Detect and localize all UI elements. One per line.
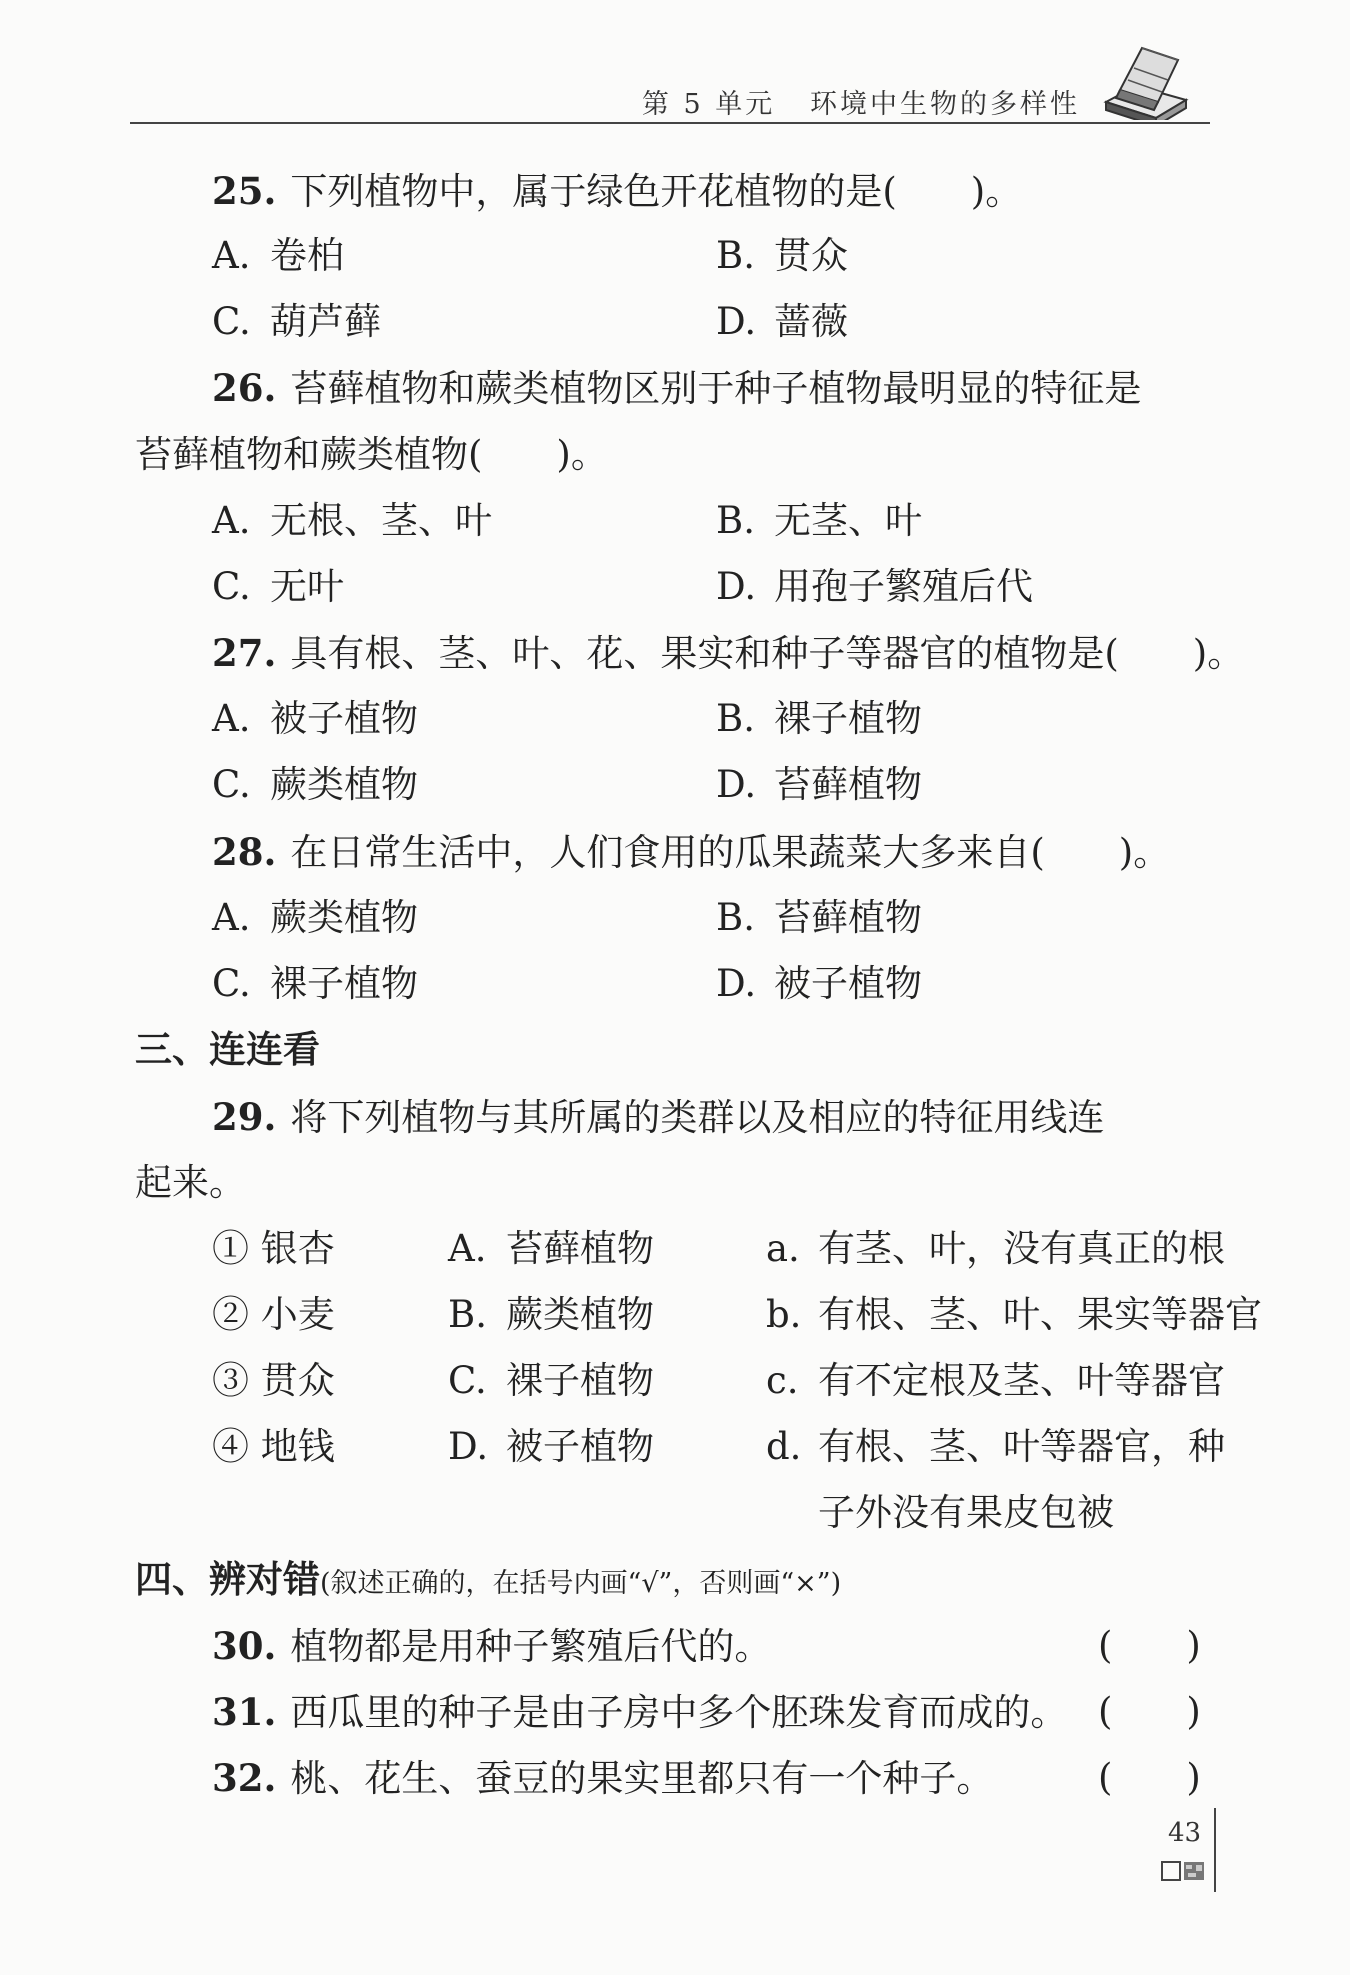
group-text: 蕨类植物 [506, 1293, 654, 1336]
option-letter: C. [212, 300, 251, 343]
plant-item: ③ 贯众 [212, 1359, 335, 1402]
question-stem: 在日常生活中，人们食用的瓜果蔬菜大多来自( )。 [290, 831, 1171, 874]
group-letter: D. [448, 1425, 489, 1468]
question-stem: 将下列植物与其所属的类群以及相应的特征用线连 [290, 1096, 1105, 1139]
option-b [716, 233, 848, 279]
feature-item [766, 1358, 1262, 1424]
option-letter: D. [716, 763, 757, 806]
option-letter: A. [212, 896, 251, 939]
question-26-cont [135, 432, 608, 478]
option-text: 被子植物 [774, 962, 922, 1005]
option-letter: D. [716, 300, 757, 343]
question-number: 25. [212, 169, 277, 213]
feature-list [766, 1226, 1262, 1556]
question-number: 26. [212, 366, 277, 410]
question-stem: 西瓜里的种子是由子房中多个胚珠发育而成的。 [290, 1691, 1068, 1734]
option-text: 蔷薇 [774, 300, 848, 343]
group-item [448, 1226, 654, 1292]
question-stem: 苔藓植物和蕨类植物区别于种子植物最明显的特征是 [290, 367, 1142, 410]
option-text: 苔藓植物 [774, 896, 922, 939]
page-number-divider [1214, 1808, 1216, 1892]
option-c [212, 299, 381, 345]
option-letter: B. [716, 234, 755, 277]
option-a [212, 895, 418, 941]
question-stem: 下列植物中，属于绿色开花植物的是( )。 [290, 170, 1023, 213]
question-number: 31. [212, 1690, 277, 1734]
option-letter: D. [716, 962, 757, 1005]
question-29 [212, 1094, 1104, 1141]
group-text: 裸子植物 [506, 1359, 654, 1402]
plant-item: ④ 地钱 [212, 1425, 335, 1468]
answer-parentheses[interactable]: ( ) [1098, 1690, 1201, 1733]
option-d [716, 961, 922, 1007]
page-header [130, 40, 1210, 126]
option-b [716, 498, 922, 544]
section-heading-true-false [135, 1557, 841, 1607]
question-25 [212, 168, 1022, 215]
feature-text: 有不定根及茎、叶等器官 [818, 1359, 1225, 1402]
group-letter: C. [448, 1359, 487, 1402]
option-a [212, 233, 344, 279]
question-31 [212, 1689, 1067, 1736]
feature-text: 有茎、叶，没有真正的根 [818, 1227, 1225, 1270]
feature-text: 有根、茎、叶、果实等器官 [818, 1293, 1262, 1336]
option-c [212, 762, 418, 808]
section-title: 四、辨对错 [135, 1558, 320, 1601]
plant-item: ② 小麦 [212, 1293, 335, 1336]
option-text: 裸子植物 [270, 962, 418, 1005]
feature-item [766, 1292, 1262, 1358]
group-list [448, 1226, 654, 1490]
group-item [448, 1358, 654, 1424]
option-letter: B. [716, 499, 755, 542]
question-stem: 苔藓植物和蕨类植物( )。 [135, 433, 608, 476]
option-text: 卷柏 [270, 234, 344, 277]
option-d [716, 564, 1033, 610]
question-29-cont [135, 1160, 246, 1206]
option-letter: D. [716, 565, 757, 608]
option-b [716, 895, 922, 941]
option-text: 葫芦藓 [270, 300, 381, 343]
header-text [642, 82, 1080, 121]
qr-corner-icon [1160, 1858, 1208, 1884]
option-letter: A. [212, 697, 251, 740]
option-letter: C. [212, 565, 251, 608]
group-item [448, 1424, 654, 1490]
question-stem: 起来。 [135, 1161, 246, 1204]
question-26 [212, 365, 1141, 412]
answer-parentheses[interactable]: ( ) [1098, 1624, 1201, 1667]
option-a [212, 696, 418, 742]
section-instruction: (叙述正确的，在括号内画“√”，否则画“×”) [320, 1568, 842, 1599]
question-number: 28. [212, 830, 277, 874]
feature-text: 有根、茎、叶等器官，种 [818, 1425, 1225, 1468]
header-divider [130, 122, 1210, 124]
group-item [448, 1292, 654, 1358]
option-d [716, 762, 922, 808]
feature-item [766, 1424, 1262, 1490]
question-number: 27. [212, 631, 277, 675]
option-letter: A. [212, 499, 251, 542]
answer-parentheses[interactable]: ( ) [1098, 1756, 1201, 1799]
option-text: 无根、茎、叶 [270, 499, 492, 542]
option-c [212, 564, 344, 610]
unit-label: 第 5 单元 [641, 89, 776, 120]
option-text: 蕨类植物 [270, 896, 418, 939]
option-text: 裸子植物 [774, 697, 922, 740]
option-a [212, 498, 492, 544]
option-text: 用孢子繁殖后代 [774, 565, 1033, 608]
group-letter: A. [448, 1227, 487, 1270]
unit-title: 环境中生物的多样性 [810, 89, 1080, 120]
option-text: 蕨类植物 [270, 763, 418, 806]
question-number: 32. [212, 1756, 277, 1800]
feature-item [766, 1226, 1262, 1292]
option-letter: B. [716, 697, 755, 740]
section-heading-matching: 三、连连看 [135, 1028, 320, 1071]
group-letter: B. [448, 1293, 487, 1336]
group-text: 被子植物 [506, 1425, 654, 1468]
feature-letter: b. [766, 1293, 802, 1336]
question-27 [212, 630, 1244, 677]
question-stem: 桃、花生、蚕豆的果实里都只有一个种子。 [290, 1757, 994, 1800]
option-letter: C. [212, 763, 251, 806]
feature-letter: a. [766, 1227, 800, 1270]
feature-letter: d. [766, 1425, 802, 1468]
option-text: 无叶 [270, 565, 344, 608]
question-number: 29. [212, 1095, 277, 1139]
option-letter: A. [212, 234, 251, 277]
question-number: 30. [212, 1624, 277, 1668]
feature-item-continuation: 子外没有果皮包被 [818, 1491, 1114, 1534]
plant-list [212, 1226, 335, 1490]
question-30 [212, 1623, 771, 1670]
option-text: 苔藓植物 [774, 763, 922, 806]
option-c [212, 961, 418, 1007]
option-text: 被子植物 [270, 697, 418, 740]
option-d [716, 299, 848, 345]
page-number: 43 [1168, 1818, 1202, 1848]
option-text: 贯众 [774, 234, 848, 277]
question-32 [212, 1755, 993, 1802]
book-icon [1098, 40, 1190, 120]
option-letter: B. [716, 896, 755, 939]
plant-item: ① 银杏 [212, 1227, 335, 1270]
feature-letter: c. [766, 1359, 799, 1402]
question-stem: 植物都是用种子繁殖后代的。 [290, 1625, 772, 1668]
option-text: 无茎、叶 [774, 499, 922, 542]
option-letter: C. [212, 962, 251, 1005]
option-b [716, 696, 922, 742]
question-stem: 具有根、茎、叶、花、果实和种子等器官的植物是( )。 [290, 632, 1245, 675]
question-28 [212, 829, 1170, 876]
group-text: 苔藓植物 [506, 1227, 654, 1270]
